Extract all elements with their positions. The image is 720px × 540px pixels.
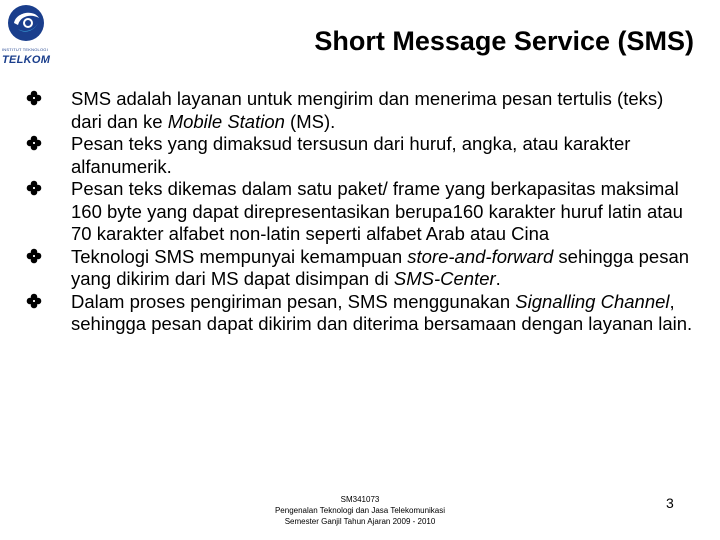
bullet-text-italic: Mobile Station: [167, 110, 285, 132]
bullet-item: [26, 88, 696, 133]
bullet-text: (MS).: [284, 110, 336, 132]
bullet-text: SMS adalah layanan untuk mengirim dan menerima pesan tertulis (teks) dari dan ke: [71, 88, 664, 132]
bullet-item: [26, 246, 696, 291]
diamond-clover-icon: [26, 135, 42, 151]
bullet-text: sehingga pesan yang dikirim dari MS dapat disimpan di: [71, 245, 690, 289]
page-number: 3: [666, 495, 674, 511]
bullet-text-italic: Signalling Channel: [515, 290, 670, 312]
bullet-list: [26, 88, 696, 336]
footer: [240, 494, 480, 527]
bullet-text-italic: SMS-Center: [393, 268, 496, 289]
diamond-clover-icon: [26, 180, 42, 196]
bullet-text: , sehingga pesan dapat dikirim dan diterima bersamaan dengan layanan lain.: [71, 290, 693, 334]
footer-course-code: SM341073: [340, 495, 380, 504]
diamond-clover-icon: [26, 293, 42, 309]
logo-subtext: INSTITUT TEKNOLOGI: [2, 47, 48, 52]
bullet-item: [26, 133, 696, 178]
bullet-text: Teknologi SMS mempunyai kemampuan: [71, 245, 408, 267]
bullet-text: Pesan teks yang dimaksud tersusun dari huruf, angka, atau karakter alfanumerik.: [71, 133, 631, 177]
bullet-text-italic: store-and-forward: [407, 245, 554, 267]
logo-brand-text: TELKOM: [2, 54, 51, 66]
telkom-logo: [2, 3, 64, 65]
diamond-clover-icon: [26, 90, 42, 106]
bullet-text: Pesan teks dikemas dalam satu paket/ frame yang berkapasitas maksimal 160 byte yang dapat direpresentasikan berupa160 karakter huruf latin atau 70 karakter alfabet non-latin seperti alfabet Arab atau Cina: [71, 178, 683, 244]
footer-semester: Semester Ganjil Tahun Ajaran 2009 - 2010: [284, 517, 436, 526]
diamond-clover-icon: [26, 248, 42, 264]
page-title: Short Message Service (SMS): [314, 26, 694, 56]
bullet-text: .: [495, 268, 501, 289]
bullet-item: [26, 291, 696, 336]
footer-course-name: Pengenalan Teknologi dan Jasa Telekomunikasi: [274, 506, 446, 515]
bullet-text: Dalam proses pengiriman pesan, SMS menggunakan: [71, 290, 516, 312]
telkom-logo-icon: [6, 3, 46, 43]
bullet-item: [26, 178, 696, 246]
